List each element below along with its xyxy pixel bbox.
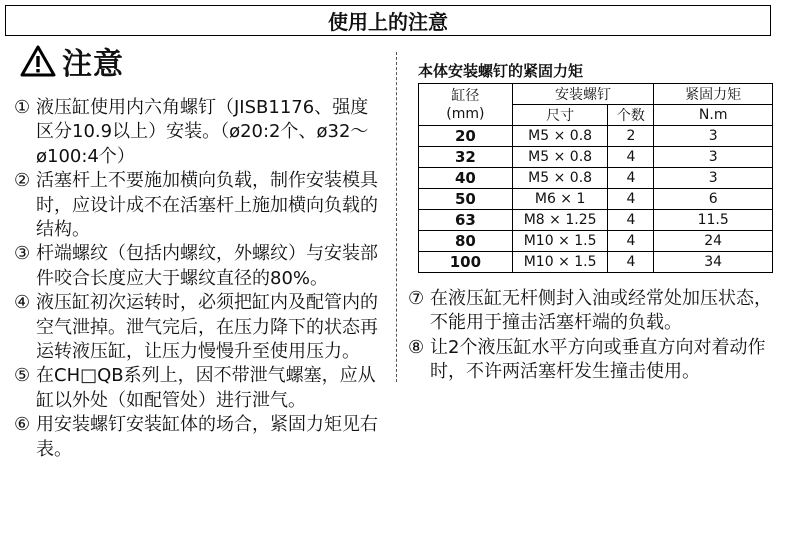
note-number: ⑥	[14, 414, 31, 436]
header-qty: 个数	[608, 105, 654, 126]
note-item	[14, 291, 386, 364]
cell-bore: 32	[419, 147, 513, 168]
header-size: 尺寸	[512, 105, 608, 126]
cell-torque: 24	[654, 231, 773, 252]
cell-torque: 34	[654, 252, 773, 273]
cell-torque: 3	[654, 147, 773, 168]
cell-bore: 40	[419, 168, 513, 189]
cell-bore: 50	[419, 189, 513, 210]
note-text: 液压缸初次运转时，必须把缸内及配管内的空气泄掉。泄气完后，在压力降下的状态再运转液压缸，让压力慢慢升至使用压力。	[36, 292, 378, 363]
header-torque-group: 紧固力矩	[654, 84, 773, 105]
table-row	[419, 126, 773, 147]
table-row	[419, 147, 773, 168]
header-torque-unit: N.m	[654, 105, 773, 126]
warning-triangle-icon	[20, 45, 56, 77]
table-row	[419, 252, 773, 273]
column-divider	[396, 52, 397, 382]
cell-size: M10 × 1.5	[512, 231, 608, 252]
cell-qty: 4	[608, 168, 654, 189]
table-row	[419, 189, 773, 210]
note-item	[14, 364, 386, 413]
cell-qty: 4	[608, 147, 654, 168]
note-item	[14, 96, 386, 169]
cell-bore: 63	[419, 210, 513, 231]
cell-qty: 2	[608, 126, 654, 147]
caution-label: 注意	[62, 47, 124, 82]
note-item	[408, 336, 778, 385]
header-bore: 缸径 (mm)	[419, 84, 513, 126]
notes-right	[408, 287, 778, 385]
cell-size: M6 × 1	[512, 189, 608, 210]
note-number: ⑧	[408, 336, 425, 358]
note-text: 活塞杆上不要施加横向负载，制作安装模具时，应设计成不在活塞杆上施加横向负载的结构。	[36, 170, 378, 241]
section-header	[5, 5, 771, 36]
note-number: ③	[14, 243, 31, 265]
cell-qty: 4	[608, 231, 654, 252]
cell-size: M5 × 0.8	[512, 168, 608, 189]
note-number: ②	[14, 170, 31, 192]
cell-torque: 3	[654, 168, 773, 189]
note-text: 在液压缸无杆侧封入油或经常处加压状态，不能用于撞击活塞杆端的负载。	[430, 288, 772, 334]
cell-size: M5 × 0.8	[512, 147, 608, 168]
note-item	[408, 287, 778, 336]
cell-qty: 4	[608, 210, 654, 231]
note-number: ①	[14, 97, 31, 118]
table-title: 本体安装螺钉的紧固力矩	[418, 62, 584, 80]
note-item	[14, 169, 386, 242]
header-screw-group: 安装螺钉	[512, 84, 654, 105]
note-text: 杆端螺纹（包括内螺纹，外螺纹）与安装部件咬合长度应大于螺纹直径的80%。	[36, 243, 378, 289]
note-text: 让2个液压缸水平方向或垂直方向对着动作时，不许两活塞杆发生撞击使用。	[430, 336, 766, 383]
table-row	[419, 168, 773, 189]
cell-bore: 20	[419, 126, 513, 147]
cell-bore: 100	[419, 252, 513, 273]
caution-heading	[20, 42, 124, 80]
notes-left	[14, 96, 386, 462]
table-row	[419, 231, 773, 252]
cell-bore: 80	[419, 231, 513, 252]
note-number: ④	[14, 292, 31, 314]
page-title: 使用上的注意	[328, 10, 448, 34]
note-text: 在CH□QB系列上，因不带泄气螺塞，应从缸以外处（如配管处）进行泄气。	[36, 365, 376, 411]
cell-size: M10 × 1.5	[512, 252, 608, 273]
torque-table	[418, 83, 773, 273]
note-item	[14, 413, 386, 462]
cell-size: M5 × 0.8	[512, 126, 608, 147]
note-item	[14, 242, 386, 291]
cell-torque: 6	[654, 189, 773, 210]
note-text: 液压缸使用内六角螺钉（JISB1176、强度区分10.9以上）安装。（ø20:2个、ø32～ø100:4个）	[36, 97, 369, 167]
cell-qty: 4	[608, 189, 654, 210]
note-number: ⑤	[14, 365, 31, 387]
note-text: 用安装螺钉安装缸体的场合，紧固力矩见右表。	[36, 414, 378, 460]
cell-torque: 11.5	[654, 210, 773, 231]
table-row	[419, 210, 773, 231]
note-number: ⑦	[408, 288, 425, 309]
cell-qty: 4	[608, 252, 654, 273]
cell-size: M8 × 1.25	[512, 210, 608, 231]
cell-torque: 3	[654, 126, 773, 147]
